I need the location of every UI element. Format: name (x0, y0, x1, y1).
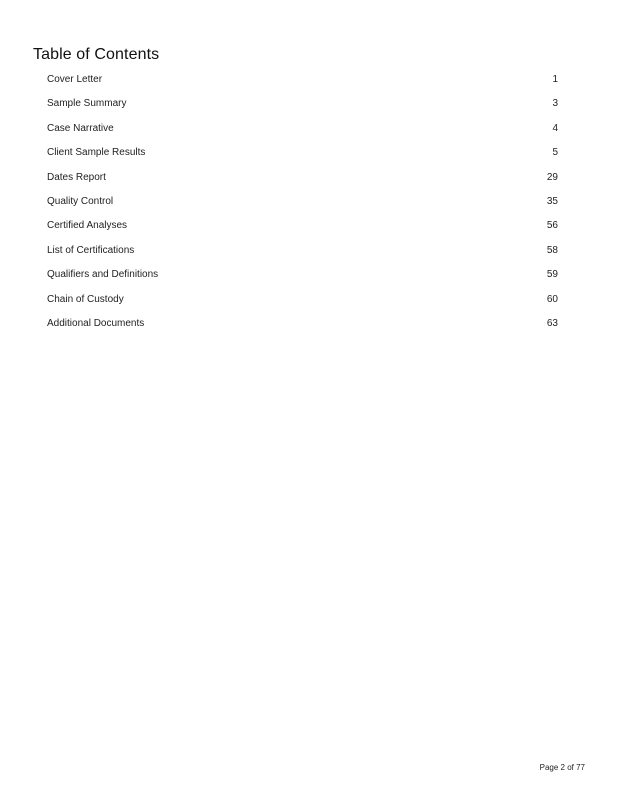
toc-entry-label: Dates Report (47, 171, 106, 183)
toc-entry-chain-of-custody[interactable] (47, 294, 558, 318)
toc-entry-label: Quality Control (47, 195, 114, 207)
page-footer: Page 2 of 77 (539, 763, 585, 772)
toc-entry-page-number: 58 (546, 244, 558, 256)
toc-entry-page-number: 3 (552, 98, 558, 110)
toc-entry-page-number: 60 (546, 293, 558, 305)
toc-entry-page-number: 59 (546, 269, 558, 281)
toc-entry-label: List of Certifications (47, 244, 135, 256)
toc-entry-label: Chain of Custody (47, 293, 124, 305)
toc-entry-sample-summary[interactable] (47, 98, 558, 122)
toc-entry-list-of-certifications[interactable] (47, 245, 558, 269)
toc-entry-certified-analyses[interactable] (47, 220, 558, 244)
toc-entry-page-number: 5 (552, 147, 558, 159)
toc-entry-quality-control[interactable] (47, 196, 558, 220)
toc-entry-label: Case Narrative (47, 122, 114, 134)
toc-title: Table of Contents (33, 46, 160, 63)
toc-entry-dates-report[interactable] (47, 172, 558, 196)
toc-entry-page-number: 63 (546, 317, 558, 329)
toc-entry-label: Client Sample Results (47, 147, 146, 159)
toc-entry-qualifiers-and-definitions[interactable] (47, 269, 558, 293)
toc-entry-page-number: 1 (552, 74, 558, 85)
toc-list (47, 74, 558, 342)
toc-entry-client-sample-results[interactable] (47, 147, 558, 171)
toc-entry-label: Certified Analyses (47, 220, 128, 232)
toc-entry-page-number: 4 (552, 122, 558, 134)
toc-entry-label: Additional Documents (47, 317, 145, 329)
toc-entry-cover-letter[interactable] (47, 74, 558, 98)
toc-entry-label: Cover Letter (47, 74, 103, 85)
toc-entry-additional-documents[interactable] (47, 318, 558, 342)
toc-entry-label: Qualifiers and Definitions (47, 269, 159, 281)
toc-entry-label: Sample Summary (47, 98, 127, 110)
toc-entry-page-number: 35 (546, 195, 558, 207)
toc-entry-page-number: 56 (546, 220, 558, 232)
toc-entry-case-narrative[interactable] (47, 123, 558, 147)
toc-entry-page-number: 29 (546, 171, 558, 183)
